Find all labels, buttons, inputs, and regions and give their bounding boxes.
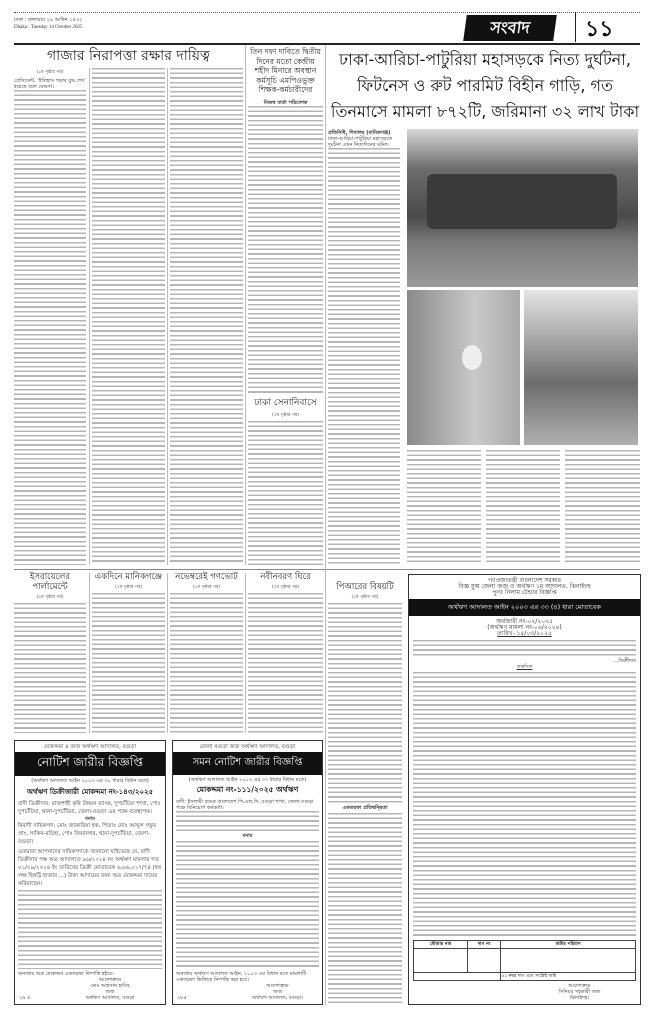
lead-byline: প্রতিনিধি, শিবালয় (মানিকগঞ্জ) (328, 130, 391, 136)
notice-title: পুনঃ নিলাম টেন্ডার বিজ্ঞপ্তি (492, 589, 557, 596)
notice-body-text (176, 811, 319, 833)
newspaper-logo (463, 15, 557, 41)
notice-body-text (413, 672, 636, 936)
story-body-text (170, 593, 243, 733)
lead-body-text (328, 148, 400, 565)
notice-code: ২৯ ৫ (19, 995, 31, 1001)
notice-party-label: ...ডিক্রীদার (613, 658, 636, 664)
table-header: মৌজার নাম (414, 941, 468, 949)
notice-case-number: অর্থঋণ ডিক্রীজারী মোকদ্দমা নং-১৪৩/২০২৫ (26, 788, 154, 796)
signature-line: জজ (105, 989, 115, 995)
legal-notice-1 (14, 740, 166, 1005)
signature-line: মোঃ আহসান হাবিব (90, 983, 130, 989)
lead-body-text (486, 450, 560, 565)
gaza-body-text (92, 68, 165, 565)
story-headline: নভেম্বরেই গণভোট (175, 572, 238, 582)
signature-line: আদেশক্রমে (266, 983, 289, 989)
notice-signature (523, 983, 636, 1001)
signature-line: অর্থঋণ আদালত, বগুড়া। (252, 995, 303, 1001)
story-headline: পিআরের বিষয়টি (336, 582, 394, 592)
notice-versus: বনাম (85, 816, 95, 822)
teachers-headline: তিন দফা দাবিতে দ্বিতীয় দিনের মতো কেন্দ্রীয় শহীদ মিনারে অবস্থান কর্মসূচি এমপিওভুক্ত শিক্ষক-কর্মচারীদের (250, 47, 321, 94)
continuation-label: (১ম পৃষ্ঠার পর) (351, 594, 379, 600)
gaza-body-text (14, 90, 86, 565)
notice-closing: অন্যথায় অত্র মোকদ্দমা একতরফা নিষ্পত্তি হইবে। (18, 971, 114, 977)
accident-photo-trucks (407, 129, 638, 287)
notice-case-number: মোকদ্দমা নং-১১১/২০২৫ অর্থঋণ (196, 785, 299, 794)
story-body-text (328, 813, 402, 1005)
accident-photo-crowd (524, 290, 638, 445)
story-subhead: একতরফা প্রতিদ্বন্দ্বিতা (342, 804, 388, 811)
notice-versus: বনাম (242, 833, 253, 839)
notice-defendant: বিবাদী দায়িকগণ: মোঃ জাকারিয়া হক, পিতাঃ মোঃ আব্দুল গফুর প্রাং, সাকিন-বড়িহা, পোঃ জিয়ানগর, থানা-দুপচাঁচিয়া, জেলা-বগুড়া। (18, 823, 157, 845)
dateline-bn: ঢাকা : মঙ্গলবার ২৯ আশ্বিন ১৪৩২ (14, 17, 83, 23)
gaza-headline: গাজার নিরাপত্তা রক্ষার দায়িত্ব (47, 48, 210, 64)
cantonment-body-text (248, 421, 323, 565)
story-headline: নবীনবরণ ঘিরে (260, 572, 311, 582)
lead-headline: ঢাকা-আরিচা-পাটুরিয়া মহাসড়কে নিত্য দুর্ঘটনা, ফিটনেস ও রুট পারমিট বিহীন গাড়ি, গত তিনমাসে মামলা ৮৭২টি, জরিমানা ৩২ লাখ টাকা (330, 50, 640, 121)
signature-line: ঝিনাইদহ। (569, 995, 590, 1001)
notice-signature (78, 977, 162, 1001)
notice-body-text (18, 890, 162, 969)
notice-court: বিজ্ঞ যুগ্ম জেলা জজ ও অর্থঋণ ১ম আদালত, ঝিনাইদহ (458, 583, 591, 590)
legal-notice-2 (172, 740, 323, 1005)
notice-signature (236, 983, 319, 1001)
notice-suit-number: (অর্থঋণ মামলা নং-০৬/২০২৪) (487, 624, 562, 631)
signature-line: অর্থঋণ আদালত, বগুড়া (85, 995, 135, 1001)
signature-line: জজ (273, 989, 282, 995)
notice-closing: অন্যথায় অর্থঋণ আদালত আইন, ২০০৩ এর বিধান মতে মামলাটি একতরফা ভিত্তিতে নিষ্পত্তি করা হবে। (176, 971, 307, 983)
lead-intro: ঢাকা-আরিচা-পাটুরিয়া মহাসড়কে দুর্ঘটনা এখন নিত্যদিনের ঘটনা। (328, 136, 392, 148)
lead-body-text (565, 450, 640, 565)
signature-line: আদেশক্রমে (568, 983, 591, 989)
signature-line: আদেশক্রমে (98, 977, 122, 983)
auction-tender-notice (408, 574, 641, 1005)
notice-body-text (413, 640, 636, 658)
continuation-label: (১ম পৃষ্ঠার পর) (271, 584, 300, 590)
notice-title: নোটিশ জারীর বিজ্ঞপ্তি (15, 752, 165, 776)
continuation-label: (১ম পৃষ্ঠার পর) (36, 594, 64, 600)
continuation-label: (১ম পৃষ্ঠার পর) (36, 70, 64, 75)
notice-court: জেলা বগুড়া জজ অর্থঋণ আদালত, বগুড়া (199, 744, 296, 750)
lead-body-text (407, 450, 481, 565)
table-footer: ৫১ নম্বর দাগ এবং সংশ্লিষ্ট জমি (501, 973, 636, 981)
teachers-byline: নিজস্ব বার্তা পরিবেশক (263, 100, 308, 106)
notice-government: গণপ্রজাতন্ত্রী বাংলাদেশ সরকার (488, 577, 561, 584)
notice-title: সমন নোটিশ জারীর বিজ্ঞপ্তি (173, 752, 322, 775)
notice-execution-number: অর্থজারী নং-০২/২০২৫ (496, 618, 553, 625)
continuation-label: (১ম পৃষ্ঠার পর) (192, 584, 221, 590)
page-number: ১১ (585, 17, 614, 42)
notice-body-text (176, 841, 319, 969)
story-headline: একদিনে মানিকগঞ্জে (94, 572, 163, 582)
table-header: দাগ নং (468, 941, 501, 949)
notice-schedule-label: তফসিল (516, 664, 533, 670)
accident-photo-overturned-bus (407, 290, 520, 445)
notice-court: মোকদ্দমা ৪ জজ অর্থঋণ আদালত, বগুড়া (43, 744, 137, 750)
continuation-label: (১ম পৃষ্ঠার পর) (271, 413, 300, 418)
notice-law-bar: অর্থঋণ আদালত আইন ২০০৩ এর ৩৩ (৪) ধারা মোতাবেক (409, 599, 640, 616)
teachers-body-text (248, 106, 323, 395)
table-header: জমির পরিমাণ (501, 941, 636, 949)
notice-law: (অর্থঋণ আদালত আইন ২০০৩ এর ৩৭ ধারার বিধান মতে) (188, 777, 307, 783)
notice-law: (অর্থঋণ আদালত আইন ২০০৩ এর ৩০ ধারার বিধান মতে) (31, 778, 149, 784)
continuation-label: (১ম পৃষ্ঠার পর) (114, 584, 143, 590)
story-body-text (328, 603, 402, 803)
gaza-lead: প্রেসিডেন্ট, ‘ইতিহাস গড়ার যুদ্ধ শেষ’ হয়েছে বলে ঘোষণা। (14, 78, 86, 90)
notice-date: তারিখ- ১৫/০৩/২০২৫ (497, 630, 552, 637)
notice-plaintiff: বাদী: ইসলামী ব্যাংক বাংলাদেশ পি.এল.সি, বগুড়া শাখা, জেলা-বগুড়া পক্ষে বিনিয়োগ কর্মকর্তা। (176, 799, 314, 811)
notice-code: ২৮৫ (177, 995, 187, 1001)
notice-plaintiff: বাদী ডিক্রীদার: রাজশাহী কৃষি উন্নয়ন ব্যাংক, দুপচাঁচিয়া শাখা, পোঃ দুপচাঁচিয়া, থানা-দুপচাঁচিয়া, জেলা-বগুড়া এর পক্ষে ব্যবস্থাপক। (18, 801, 161, 815)
logo-text: সংবাদ (489, 18, 532, 37)
notice-body: এতদ্বারা আপনাদের দায়িকগণকে জানানো যাইতেছে যে, বাদী ডিক্রীদার পক্ষ অত্র আদালতে ৯৬/২০২৪ নং অর্থঋণ মামলার গত ০১/০৯/২০২৪ ইং তারিখের ডিক্রী মোতাবেক ৬,৬৬,০১৭/৭৪ (ছয় লক্ষ ছিষট্টি হাজার ...) টাকা আদায়ের জন্য অত্র মোকদ্দমা দায়ের করিয়াছেন। (18, 849, 162, 887)
gaza-body-text (170, 68, 243, 565)
dateline-en: Dhaka : Tuesday 14 October 2025 (14, 25, 83, 30)
cantonment-headline: ঢাকা সেনানিবাসে (254, 398, 317, 408)
story-headline: ইসরায়েলের পার্লামেন্টে (29, 572, 71, 592)
schedule-table (413, 940, 636, 981)
signature-line: সিনিয়র সহকারী জজ (558, 989, 601, 995)
story-body-text (248, 593, 323, 733)
story-body-text (14, 603, 86, 733)
story-body-text (92, 593, 165, 733)
